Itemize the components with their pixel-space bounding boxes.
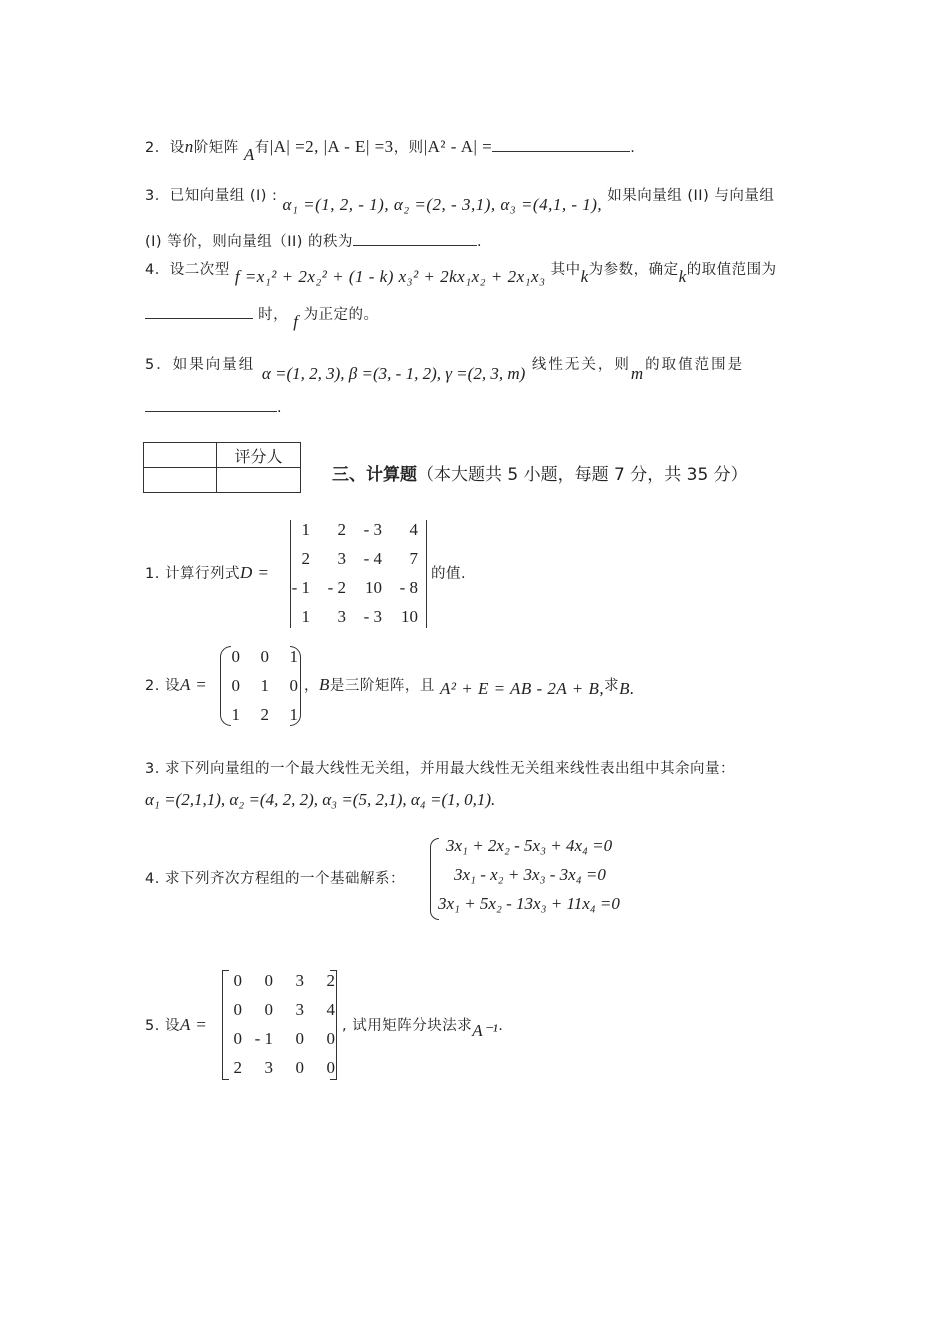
c1-det-right-bar (426, 520, 427, 628)
q3-blank (353, 233, 477, 246)
c5-inverse: A⁻¹ (472, 1021, 499, 1040)
section-title: 三、计算题 (332, 465, 417, 485)
c5-cell-2-3: 3 (295, 1000, 304, 1019)
c5-cell-1-4: 2 (326, 971, 335, 990)
q2-number: 2．设 (145, 140, 185, 156)
c5-cell-4-3: 0 (295, 1058, 304, 1077)
c5-cell-3-3: 0 (295, 1029, 304, 1048)
c5-cell-4-2: 3 (264, 1058, 273, 1077)
c5-label: 5. 设A = (145, 1015, 208, 1034)
c3-line1: 3. 求下列向量组的一个最大线性无关组，并用最大线性无关组来线性表出组中其余向量： (145, 761, 735, 777)
q5-blank (145, 399, 277, 412)
c2-cell-1-3: 1 (289, 647, 298, 666)
q5-m: m (630, 364, 646, 383)
c1-tail: 的值. (431, 566, 467, 582)
q5-vectors: α =(1, 2, 3), β =(3, - 1, 2), γ =(2, 3, m) (261, 364, 526, 383)
c1-cell-3-3: 10 (365, 578, 382, 597)
q4-line1: 4．设二次型 f =x₁² + 2x₂² + (1 - k) x₃² + 2kx₁x₂ + 2x₁x₃ 其中k为参数，确定k的取值范围为 (145, 262, 777, 286)
c5-cell-3-1: 0 (233, 1029, 242, 1048)
c2-cell-3-1: 1 (231, 705, 240, 724)
score-cell (144, 468, 217, 493)
c5-cell-1-3: 3 (295, 971, 304, 990)
q4-f: f (293, 312, 299, 331)
q5-line1: 5．如果向量组 α =(1, 2, 3), β =(3, - 1, 2), γ =(2, 3, m) 线性无关，则m的取值范围是 (145, 357, 745, 383)
c1-cell-3-4: - 8 (399, 578, 418, 597)
q2-blank (492, 139, 630, 152)
c2-cell-3-2: 2 (260, 705, 269, 724)
c5-cell-2-2: 0 (264, 1000, 273, 1019)
score-cell-empty (144, 443, 217, 468)
c5-var: A = (179, 1015, 208, 1034)
c1-cell-1-3: - 3 (363, 520, 382, 539)
section-note: （本大题共 5 小题，每题 7 分，共 35 分） (417, 465, 748, 485)
q4-line2: 时， f 为正定的。 (145, 303, 379, 324)
q5-line2: . (145, 399, 282, 416)
c2-cell-2-1: 0 (231, 676, 240, 695)
c4-eq-3: 3x₁ + 5x₂ - 13x₃ + 11x₄ =0 (438, 894, 620, 913)
c1-cell-4-3: - 3 (363, 607, 382, 626)
c5-cell-1-1: 0 (233, 971, 242, 990)
c1-cell-4-1: 1 (301, 607, 310, 626)
c1-cell-3-2: - 2 (327, 578, 346, 597)
c2-label: 2. 设A = (145, 675, 208, 694)
c2-B: B (319, 675, 330, 694)
section-3-heading (332, 460, 748, 485)
c2-cell-2-3: 0 (289, 676, 298, 695)
c2-cell-1-2: 0 (260, 647, 269, 666)
c5-cell-2-1: 0 (233, 1000, 242, 1019)
q2-ask: |A² - A| = (423, 137, 493, 156)
c3-vectors: α₁ =(2,1,1), α₂ =(4, 2, 2), α₃ =(5, 2,1), α₄ =(1, 0,1). (145, 790, 496, 809)
c5-cell-1-2: 0 (264, 971, 273, 990)
c1-cell-1-4: 4 (409, 520, 418, 539)
q4-k: k (580, 267, 589, 286)
q4-quadratic-form: f =x₁² + 2x₂² + (1 - k) x₃² + 2kx₁x₂ + 2x₁x₃ (234, 267, 546, 286)
c1-cell-4-4: 10 (401, 607, 418, 626)
q3-line2: (I) 等价，则向量组（II) 的秩为 . (145, 234, 483, 250)
c1-cell-1-1: 1 (301, 520, 310, 539)
c1-cell-4-2: 3 (337, 607, 346, 626)
c1-label: 1. 计算行列式D = (145, 563, 270, 582)
q2-n: n (184, 137, 194, 156)
c5-cell-4-1: 2 (233, 1058, 242, 1077)
c5-tail: , 试用矩阵分块法求A⁻¹. (342, 1018, 504, 1040)
c5-cell-3-4: 0 (326, 1029, 335, 1048)
q2-expr: |A| =2, |A - E| =3 (269, 137, 394, 156)
c2-cell-1-1: 0 (231, 647, 240, 666)
c2-cell-2-2: 1 (260, 676, 269, 695)
c1-cell-1-2: 2 (337, 520, 346, 539)
c1-cell-3-1: - 1 (291, 578, 310, 597)
scorer-cell (217, 468, 301, 493)
c2-cell-3-3: 1 (289, 705, 298, 724)
c5-cell-3-2: - 1 (254, 1029, 273, 1048)
c4-eq-2: 3x₁ - x₂ + 3x₃ - 3x₄ =0 (454, 865, 606, 884)
score-table (143, 442, 301, 493)
score-header: 评分人 (217, 443, 301, 468)
q3-vectors: α₁ =(1, 2, - 1), α₂ =(2, - 3,1), α₃ =(4,1, - 1), (282, 195, 603, 214)
c1-cell-2-4: 7 (409, 549, 418, 568)
q4-blank (145, 306, 253, 319)
q2-A: A (243, 145, 255, 164)
c1-cell-2-3: - 4 (363, 549, 382, 568)
c5-cell-2-4: 4 (326, 1000, 335, 1019)
c1-var: D = (239, 563, 270, 582)
q2-line: 2．设n阶矩阵 A有|A| =2, |A - E| =3，则|A² - A| = . (145, 137, 636, 164)
c5-cell-4-4: 0 (326, 1058, 335, 1077)
q3-line1: 3．已知向量组 (I) : α₁ =(1, 2, - 1), α₂ =(2, - 3,1), α₃ =(4,1, - 1), 如果向量组 (II) 与向量组 (145, 188, 775, 214)
c4-eq-1: 3x₁ + 2x₂ - 5x₃ + 4x₄ =0 (446, 836, 613, 855)
c2-tail: ，B是三阶矩阵，且 A² + E = AB - 2A + B,求B. (304, 675, 635, 698)
c1-cell-2-2: 3 (337, 549, 346, 568)
c4-label: 4. 求下列齐次方程组的一个基础解系： (145, 871, 405, 887)
c1-cell-2-1: 2 (301, 549, 310, 568)
c2-equation: A² + E = AB - 2A + B, (440, 679, 605, 698)
c2-var: A = (179, 675, 208, 694)
